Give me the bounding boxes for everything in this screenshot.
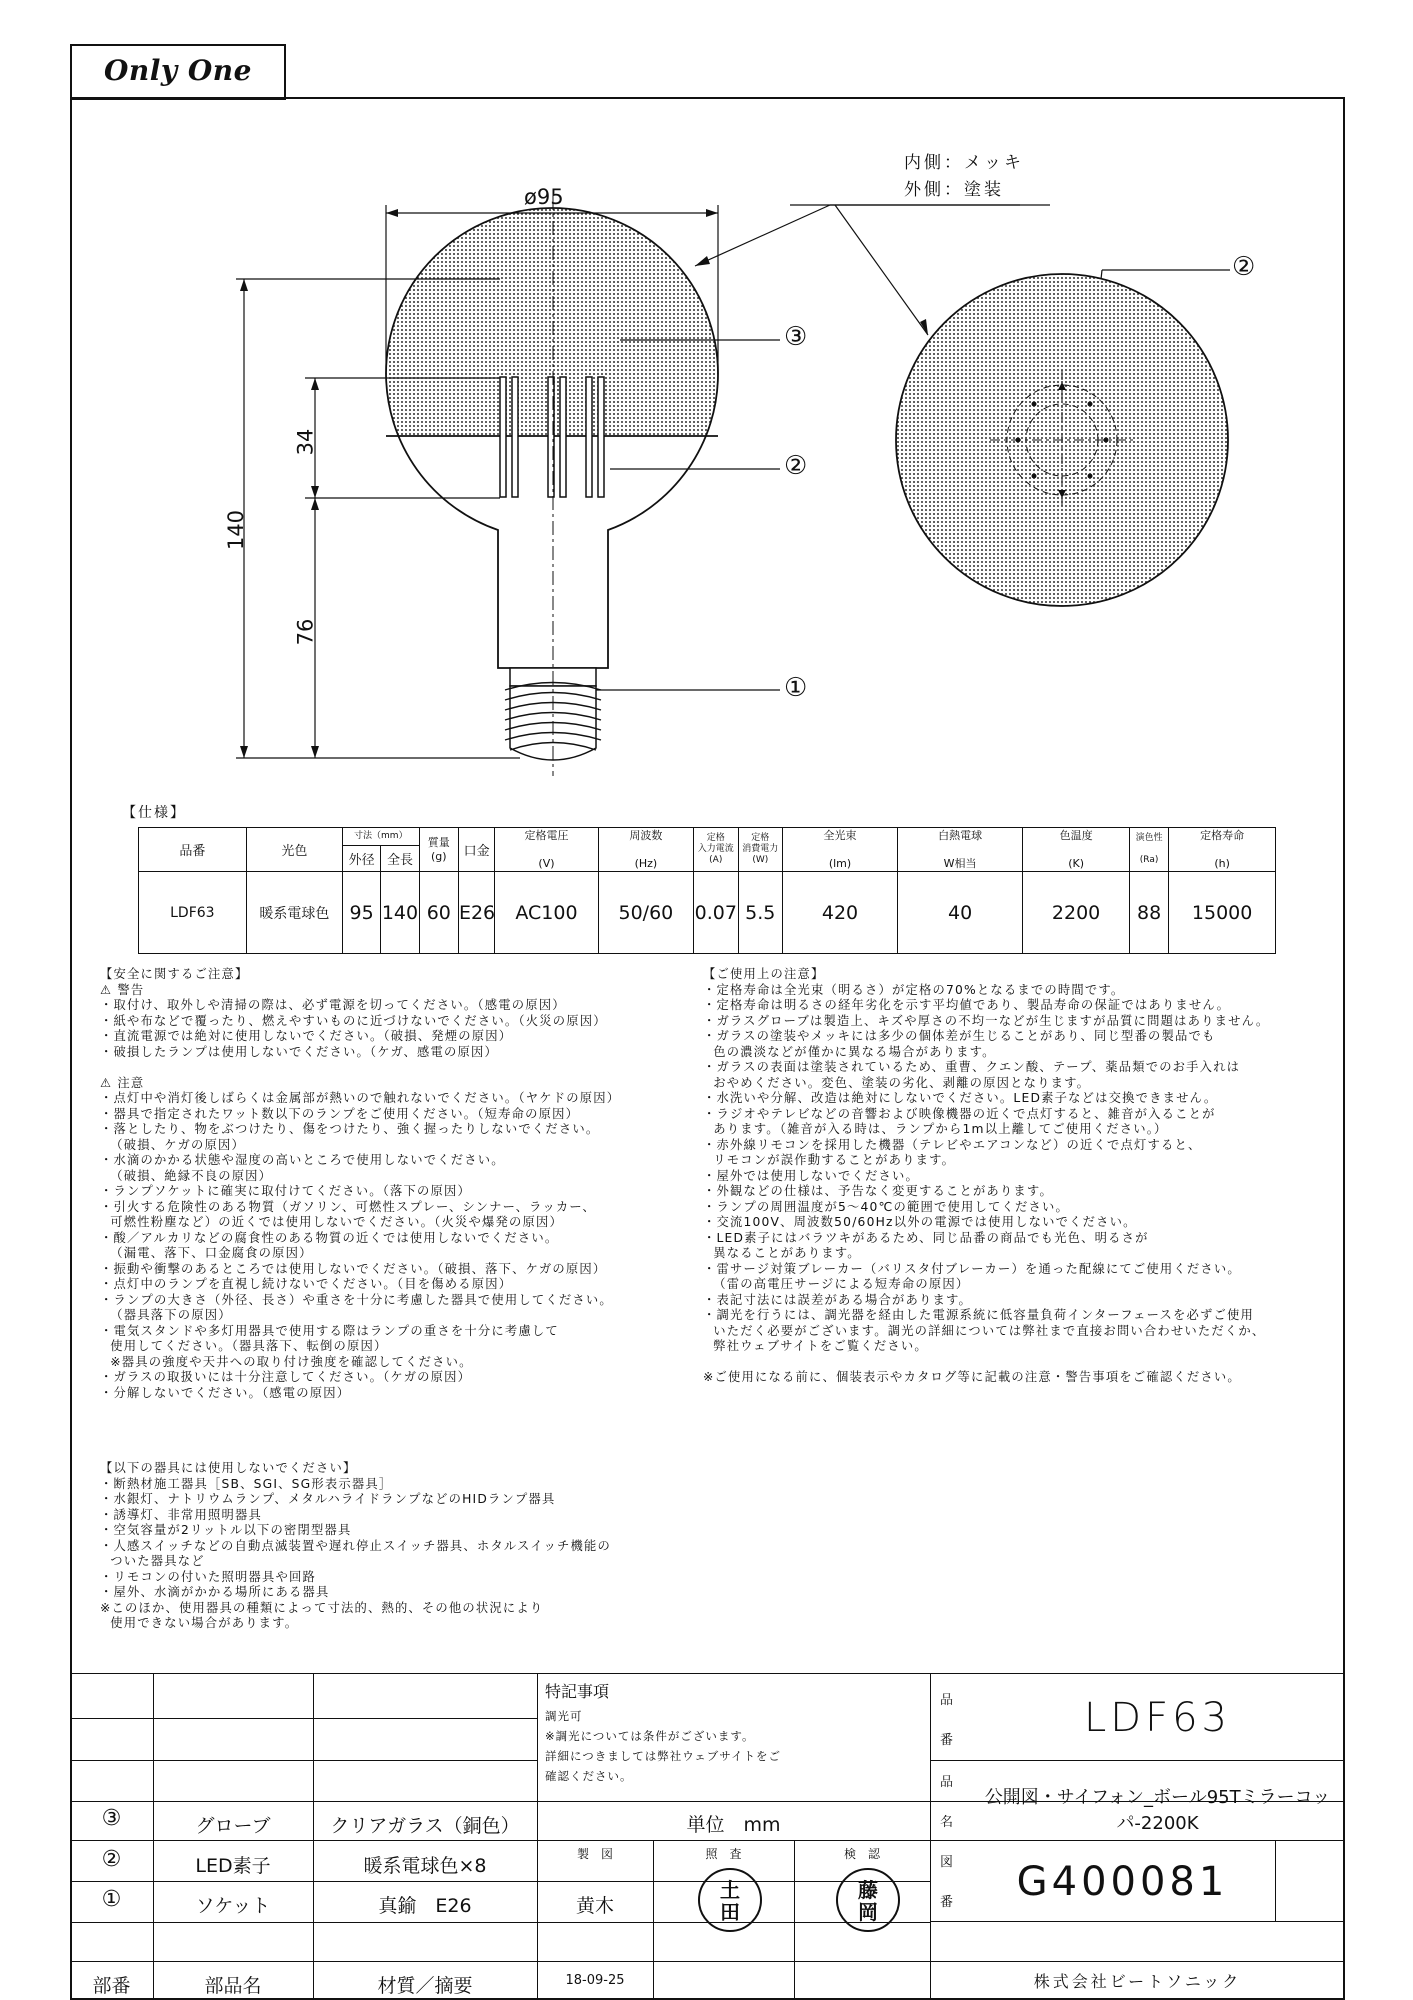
callout-2: ② <box>784 451 808 481</box>
drawn-date: 18-09-25 <box>565 1973 625 1988</box>
hdr-part-name: 部品名 <box>204 1975 262 1997</box>
technical-drawing <box>0 0 1413 800</box>
approved-stamp: 藤 岡 <box>836 1868 900 1932</box>
row-power: 5.5 <box>738 872 783 954</box>
drawing-label-a: 図 <box>940 1855 954 1870</box>
product-name: 公開図・サイフォン_ボール95Tミラーコッパ-2200K <box>984 1787 1331 1834</box>
hdr-cri: 演色性 (Ra) <box>1129 828 1168 872</box>
checked-label: 照 査 <box>705 1847 742 1861</box>
row-incandescent: 40 <box>897 872 1022 954</box>
callout-1: ① <box>784 673 808 703</box>
checked-stamp: 土 田 <box>698 1868 762 1932</box>
special-notes-body: 調光可 ※調光については条件がございます。 詳細につきましては弊社ウェブサイトをご 確認ください。 <box>545 1709 782 1783</box>
company-name: 株式会社ビートソニック <box>1033 1972 1242 1991</box>
row-life: 15000 <box>1169 872 1276 954</box>
title-block <box>70 1673 1345 2000</box>
hdr-power: 定格 消費電力 (W) <box>738 828 783 872</box>
row-product: LDF63 <box>139 872 247 954</box>
hdr-material: 材質／摘要 <box>377 1975 473 1997</box>
part-name-3: グローブ <box>195 1815 271 1837</box>
part-material-1: 真鍮 E26 <box>378 1895 472 1917</box>
hdr-voltage: 定格電圧 (V) <box>495 828 599 872</box>
row-base: E26 <box>458 872 494 954</box>
hdr-size: 寸法（mm） <box>342 828 419 846</box>
inner-label: 内側：メッキ <box>904 153 1024 173</box>
unusable-fixtures-notes: 【以下の器具には使用しないでください】 ・断熱材施工器具［SB、SGI、SG形表示器具］ ・水銀灯、ナトリウムランプ、メタルハライドランプなどのHIDランプ器具 ・誘導灯、非常用照明器具 ・空気容量が2リットル以下の密閉型器具 ・人感スイッチなどの自動点滅装置や遅れ停止スイッチ器具、ホタルスイッチ機能の ついた器具など ・リモコンの付いた照明器具や回路 ・屋外、水滴がかかる場所にある器具 ※このほか、使用器具の種類によって寸法的、熱的、その他の状況により 使用できない場合があります。 <box>100 1461 612 1630</box>
row-current: 0.07 <box>694 872 739 954</box>
approved-label: 検 認 <box>843 1847 880 1861</box>
part-name-1: ソケット <box>195 1895 271 1917</box>
part-no-3: ③ <box>101 1806 122 1831</box>
row-cri: 88 <box>1129 872 1168 954</box>
part-material-3: クリアガラス（銅色） <box>330 1815 520 1837</box>
product-number: LDF63 <box>1084 1695 1231 1741</box>
row-mass: 60 <box>419 872 458 954</box>
hdr-outer: 外径 <box>342 846 380 872</box>
dim-led-length: 34 <box>293 428 318 456</box>
callout-3: ③ <box>784 322 808 352</box>
brand-logo: Only One <box>104 54 252 87</box>
dim-base-length: 76 <box>293 618 318 646</box>
row-freq: 50/60 <box>598 872 693 954</box>
hdr-cct: 色温度 (K) <box>1023 828 1130 872</box>
row-length: 140 <box>381 872 419 954</box>
part-no-2: ② <box>101 1847 122 1872</box>
hdr-incandescent: 白熱電球 W相当 <box>897 828 1022 872</box>
dim-diameter: ø95 <box>524 185 564 209</box>
row-voltage: AC100 <box>495 872 599 954</box>
row-cct: 2200 <box>1023 872 1130 954</box>
part-name-2: LED素子 <box>195 1855 271 1877</box>
hdr-freq: 周波数 (Hz) <box>598 828 693 872</box>
usage-notes: 【ご使用上の注意】 ・定格寿命は全光束（明るさ）が定格の70%となるまでの時間です。 ・定格寿命は明るさの経年劣化を示す平均値であり、製品寿命の保証ではありません。 ・ガラスグローブは製造上、キズや厚さの不均一などが生じますが品質に問題はありません。 ・ガラスの塗装やメッキには多少の個体差が生じることがあり、同じ型番の製品でも 色の濃淡などが僅かに異なる場合があります。 ・ガラスの表面は塗装されているため、重曹、クエン酸、テープ、薬品類でのお手入れは おやめください。変色、塗装の劣化、剥離の原因となります。 ・水洗いや分解、改造は絶対にしないでください。LED素子などは交換できません。 ・ラジオやテレビなどの音響および映像機器の近くで点灯すると、雑音が入ることが あります。（雑音が入る時は、ランプから1m以上離してご使用ください。） ・赤外線リモコンを採用した機器（テレビやエアコンなど）の近くで点灯すると、 リモコンが誤作動することがあります。 ・屋外では使用しないでください。 ・外観などの仕様は、予告なく変更することがあります。 ・ランプの周囲温度が5〜40℃の範囲で使用してください。 ・交流100V、周波数50/60Hz以外の電源では使用しないでください。 ・LED素子にはバラツキがあるため、同じ品番の商品でも光色、明るさが 異なることがあります。 ・雷サージ対策ブレーカー（バリスタ付ブレーカー）を通った配線にてご使用ください。 （雷の高電圧サージによる短寿命の原因） ・表記寸法には誤差がある場合があります。 ・調光を行うには、調光器を経由した電源系統に低容量負荷インターフェースを必ずご使用 いただく必要がございます。調光の詳細については弊社まで直接お問い合わせいただくか、 弊社ウェブサイトをご覧ください。 ※ご使用になる前に、個装表示やカタログ等に記載の注意・警告事項をご確認ください。 <box>703 967 1270 1384</box>
spec-table <box>138 827 1276 954</box>
special-notes-title: 特記事項 <box>545 1682 610 1701</box>
drawn-label: 製 図 <box>576 1847 613 1861</box>
hdr-color: 光色 <box>246 828 342 872</box>
product-label-b: 番 <box>940 1733 954 1748</box>
part-no-1: ① <box>101 1887 122 1912</box>
hdr-length: 全長 <box>381 846 419 872</box>
product-label-a: 品 <box>940 1693 954 1708</box>
hdr-flux: 全光束 (lm) <box>783 828 898 872</box>
hdr-mass: 質量 (g) <box>419 828 458 872</box>
safety-notes: 【安全に関するご注意】 ⚠ 警告 ・取付け、取外しや清掃の際は、必ず電源を切ってください。（感電の原因） ・紙や布などで覆ったり、燃えやすいものに近づけないでください。（火災の原因） ・直流電源では絶対に使用しないでください。（破損、発煙の原因） ・破損したランプは使用しないでください。（ケガ、感電の原因） ⚠ 注意 ・点灯中や消灯後しばらくは金属部が熱いので触れないでください。（ヤケドの原因） ・器具で指定されたワット数以下のランプをご使用ください。（短寿命の原因） ・落としたり、物をぶつけたり、傷をつけたり、強く握ったりしないでください。 （破損、ケガの原因） ・水滴のかかる状態や湿度の高いところで使用しないでください。 （破損、絶縁不良の原因） ・ランプソケットに確実に取付けてください。（落下の原因） ・引火する危険性のある物質（ガソリン、可燃性スプレー、シンナー、ラッカー、 可燃性粉塵など）の近くでは使用しないでください。（火災や爆発の原因） ・酸／アルカリなどの腐食性のある物質の近くでは使用しないでください。 （漏電、落下、口金腐食の原因） ・振動や衝撃のあるところでは使用しないでください。（破損、落下、ケガの原因） ・点灯中のランプを直視し続けないでください。（目を傷める原因） ・ランプの大きさ（外径、長さ）や重さを十分に考慮した器具で使用してください。 （器具落下の原因） ・電気スタンドや多灯用器具で使用する際はランプの重さを十分に考慮して 使用してください。（器具落下、転倒の原因） ※器具の強度や天井への取り付け強度を確認してください。 ・ガラスの取扱いには十分注意してください。（ケガの原因） ・分解しないでください。（感電の原因） <box>100 967 621 1400</box>
part-material-2: 暖系電球色×8 <box>363 1855 487 1877</box>
row-color: 暖系電球色 <box>246 872 342 954</box>
drawing-label-b: 番 <box>940 1895 954 1910</box>
drawing-number: G400081 <box>1016 1859 1229 1905</box>
name-label-a: 品 <box>940 1775 954 1790</box>
bulb-top-view <box>896 274 1228 606</box>
dim-total-length: 140 <box>224 509 249 551</box>
hdr-product: 品番 <box>139 828 247 872</box>
spec-title: 【仕様】 <box>122 805 186 821</box>
name-label-b: 名 <box>940 1815 954 1830</box>
unit-label: 単位 mm <box>686 1814 781 1836</box>
drawn-by: 黄木 <box>575 1895 614 1917</box>
row-outer: 95 <box>342 872 380 954</box>
bulb-side-view <box>380 196 724 776</box>
hdr-part-no: 部番 <box>92 1975 131 1997</box>
hdr-current: 定格 入力電流 (A) <box>694 828 739 872</box>
row-flux: 420 <box>783 872 898 954</box>
hdr-base: 口金 <box>458 828 494 872</box>
outer-label: 外側：塗装 <box>904 180 1004 200</box>
callout-2-top: ② <box>1232 252 1256 282</box>
hdr-life: 定格寿命 (h) <box>1169 828 1276 872</box>
